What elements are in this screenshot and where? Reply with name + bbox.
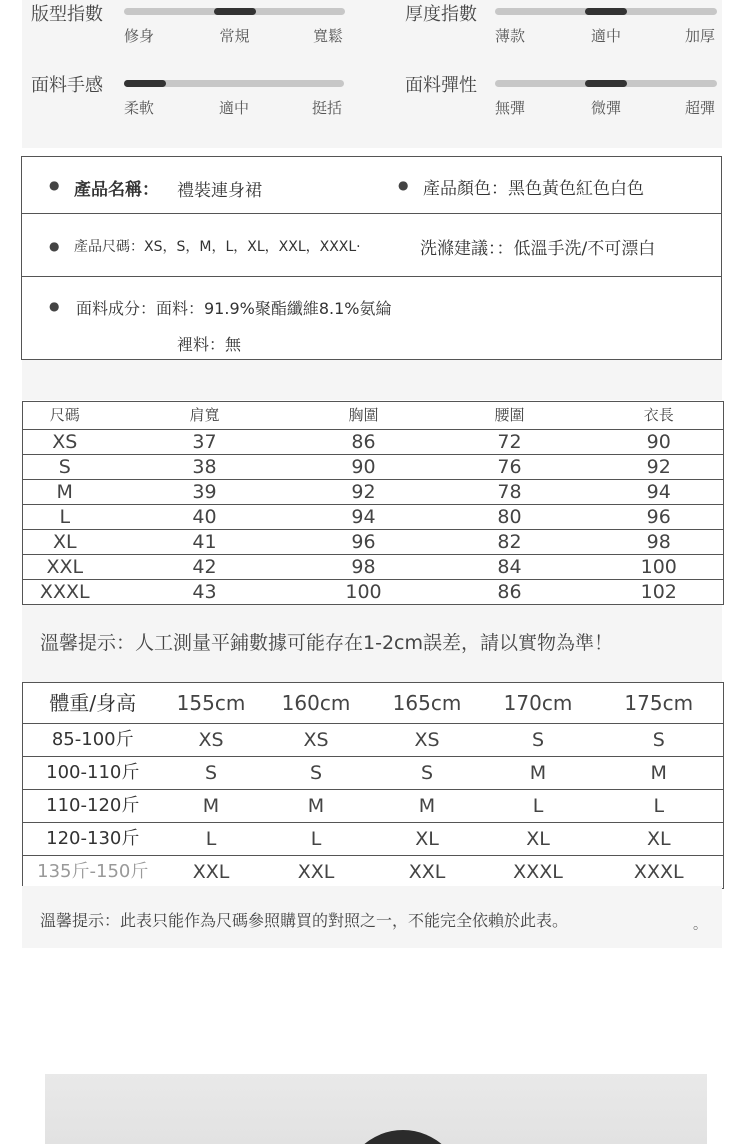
table-header-cell: 155cm [176,691,246,715]
info-row-fabric [22,276,721,361]
size-table [22,401,724,605]
index-title: 面料手感 [31,75,103,96]
table-cell: 76 [425,455,595,480]
table-cell: 80 [425,505,595,530]
table-cell: S [482,724,595,757]
index-tick-label: 柔軟 [123,99,155,117]
lining-text: 裡料：無 [177,335,242,354]
table-cell: XL [595,823,724,856]
table-cell: XS [163,724,260,757]
table-cell: S [163,757,260,790]
table-cell: M [163,790,260,823]
table-cell: L [260,823,373,856]
table-cell: 98 [595,530,724,555]
table-cell: S [373,757,482,790]
index-tick-label: 薄款 [494,27,526,45]
table-cell: 102 [595,580,724,605]
table-cell: 94 [303,505,425,530]
table-cell: 38 [107,455,303,480]
index-tick-label: 挺括 [311,99,343,117]
table-cell: L [163,823,260,856]
bullet-icon: ● [398,178,409,192]
table-cell: 135斤-150斤 [23,856,163,889]
table-cell: S [595,724,724,757]
table-cell: L [23,505,107,530]
index-title: 厚度指數 [405,4,477,25]
table-cell: XXXL [23,580,107,605]
table-row [23,823,724,856]
table-row [23,790,724,823]
table-cell: 42 [107,555,303,580]
table-header-cell: 175cm [624,691,694,715]
index-slider-track [495,8,717,15]
bullet-icon: ● [49,178,60,192]
table-row [23,455,724,480]
info-row-size-wash [22,213,721,276]
product-color-text: 產品顏色：黑色黃色紅色白色 [423,179,644,199]
table-cell: 86 [425,580,595,605]
wash-advice-text: 洗滌建議：：低溫手洗/不可漂白 [420,239,656,259]
table-cell: 39 [107,480,303,505]
table-cell: M [260,790,373,823]
index-slider-marker [214,8,256,15]
product-name-value: 禮裝連身裙 [177,181,262,201]
table-cell: XS [260,724,373,757]
table-cell: L [595,790,724,823]
table-cell: 78 [425,480,595,505]
index-tick-label: 無彈 [494,99,526,117]
table-row [23,580,724,605]
table-cell: XXL [373,856,482,889]
index-slider-marker [585,8,627,15]
index-tick-label: 適中 [590,27,622,45]
bullet-icon: ● [49,299,60,313]
table-cell: 72 [425,430,595,455]
table-cell: 90 [303,455,425,480]
table-cell: 110-120斤 [23,790,163,823]
table-header-cell: 165cm [392,691,462,715]
table-header-cell: 尺碼 [49,406,80,424]
table-header-cell: 衣長 [643,406,674,424]
table-cell: 100 [595,555,724,580]
table-cell: 98 [303,555,425,580]
index-title: 版型指數 [31,4,103,25]
table-cell: XXL [163,856,260,889]
table-cell: 90 [595,430,724,455]
measurement-tip: 溫馨提示：人工測量平鋪數據可能存在1-2cm誤差，請以實物為準！ [40,632,613,654]
table-cell: M [373,790,482,823]
size-reference-tip: 溫馨提示：此表只能作為尺碼參照購買的對照之一，不能完全依賴於此表。 [40,911,569,930]
table-row [23,505,724,530]
table-cell: 37 [107,430,303,455]
table-row [23,430,724,455]
table-cell: XL [23,530,107,555]
table-cell: XXL [23,555,107,580]
index-slider-track [124,8,345,15]
model-photo [45,1074,707,1144]
index-tick-label: 適中 [218,99,250,117]
table-cell: XL [482,823,595,856]
table-cell: S [23,455,107,480]
table-cell: XXXL [482,856,595,889]
product-size-text: 產品尺碼：XS，S，M，L，XL，XXL，XXXL· [74,239,361,255]
table-cell: S [260,757,373,790]
table-cell: 40 [107,505,303,530]
fabric-text: 面料成分：面料：91.9%聚酯纖維8.1%氨綸 [76,299,392,318]
table-cell: 96 [303,530,425,555]
table-cell: 84 [425,555,595,580]
table-row [23,480,724,505]
index-slider-marker [585,80,627,87]
fit-index-panel [22,0,722,148]
index-slider-track [495,80,717,87]
table-cell: 92 [303,480,425,505]
table-cell: M [482,757,595,790]
table-cell: XS [23,430,107,455]
table-cell: 96 [595,505,724,530]
index-tick-label: 超彈 [684,99,716,117]
table-cell: 120-130斤 [23,823,163,856]
table-cell: 41 [107,530,303,555]
bullet-icon: ● [49,239,60,253]
table-cell: 92 [595,455,724,480]
table-cell: 100-110斤 [23,757,163,790]
table-row [23,530,724,555]
trailing-mark: 。 [693,917,707,933]
table-cell: XL [373,823,482,856]
index-tick-label: 微彈 [590,99,622,117]
table-header-row [23,683,724,724]
model-hair [343,1130,463,1144]
index-tick-label: 常規 [219,27,250,45]
table-header-cell: 160cm [281,691,351,715]
table-cell: XXL [260,856,373,889]
table-cell: 86 [303,430,425,455]
index-slider-marker [124,80,166,87]
table-header-cell: 胸圍 [348,406,379,424]
fit-recommendation-table [22,682,724,889]
table-row [23,757,724,790]
table-row [23,555,724,580]
spacer-panel [22,360,722,400]
table-row [23,724,724,757]
table-cell: XS [373,724,482,757]
product-name-label: 產品名稱： [74,180,159,200]
table-cell: 82 [425,530,595,555]
index-slider-track [124,80,344,87]
table-header-cell: 肩寬 [189,406,220,424]
table-cell: 43 [107,580,303,605]
index-tick-label: 加厚 [684,27,716,45]
table-header-row [23,402,724,430]
info-row-name-color [22,157,721,213]
table-cell: M [595,757,724,790]
index-title: 面料彈性 [405,75,477,96]
table-cell: L [482,790,595,823]
index-tick-label: 寬鬆 [312,27,344,45]
index-tick-label: 修身 [123,27,155,45]
table-header-cell: 腰圍 [494,406,525,424]
table-cell: M [23,480,107,505]
product-info-box [21,156,722,360]
table-header-cell: 170cm [503,691,573,715]
table-cell: XXXL [595,856,724,889]
table-cell: 85-100斤 [23,724,163,757]
table-header-cell: 體重/身高 [49,691,137,715]
table-cell: 100 [303,580,425,605]
table-cell: 94 [595,480,724,505]
table-row [23,856,724,889]
